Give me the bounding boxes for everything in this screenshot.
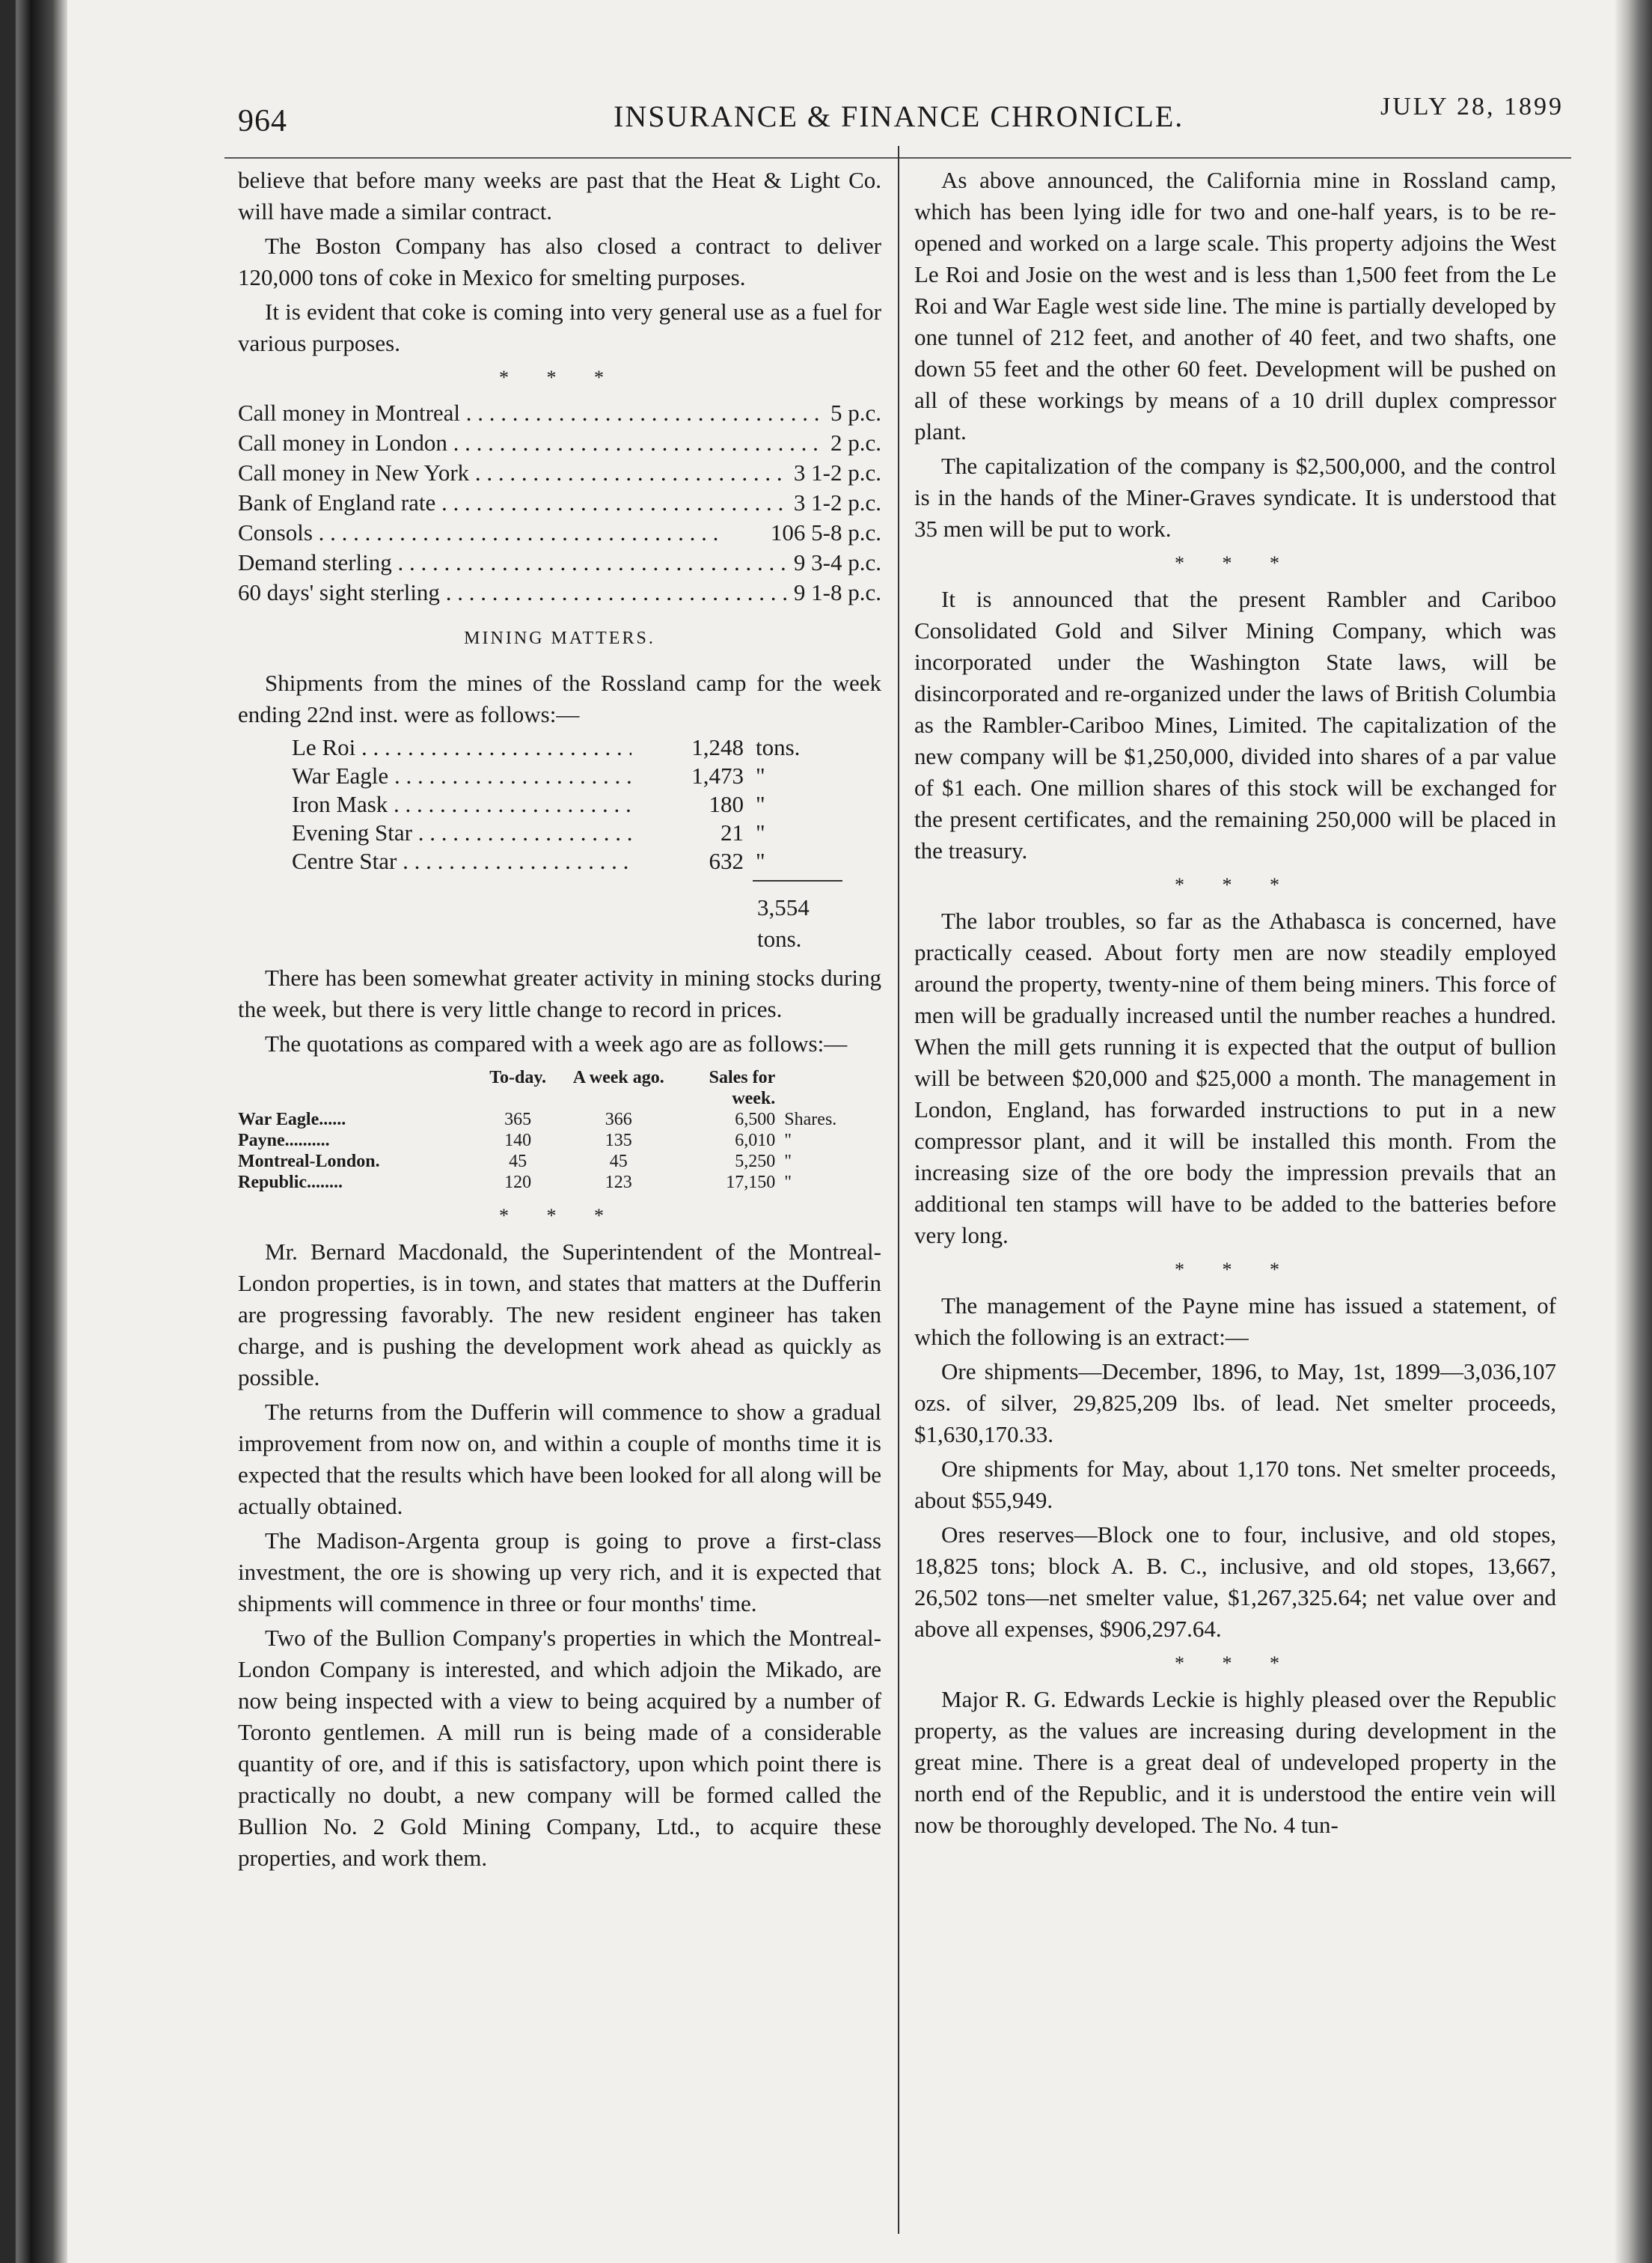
- paragraph: Ore shipments—December, 1896, to May, 1st, 1899—3,036,107 ozs. of silver, 29,825,209 lbs. of lead. Net smelter proceeds, $1,630,170.33.: [914, 1358, 1556, 1447]
- paragraph: The management of the Payne mine has issued a statement, of which the following is an extract:—: [914, 1292, 1556, 1350]
- shipment-row: War Eagle . . . 1,473 ": [292, 762, 830, 790]
- paragraph: The Boston Company has also closed a contract to deliver 120,000 tons of coke in Mexico for smelting purposes.: [238, 233, 881, 290]
- paragraph: Shipments from the mines of the Rossland camp for the week ending 22nd inst. were as follows:—: [238, 670, 881, 727]
- quotation-row: Republic........ 120 123 17,150 ": [238, 1173, 792, 1192]
- paragraph: believe that before many weeks are past that the Heat & Light Co. will have made a similar contract.: [238, 167, 881, 225]
- rate-row: Call money in Montreal . . . 5 p.c.: [238, 398, 881, 428]
- money-rates-table: [238, 398, 881, 608]
- issue-date: JULY 28, 1899: [1380, 93, 1564, 120]
- section-heading: MINING MATTERS.: [464, 629, 655, 648]
- paragraph: The capitalization of the company is $2,500,000, and the control is in the hands of the Miner-Graves syndicate. It is understood that 35 men will be put to work.: [914, 453, 1556, 542]
- paragraph: The labor troubles, so far as the Athabasca is concerned, have practically ceased. About forty men are now steadily employed around the property, twenty-nine of them being miners. This force of men will be gradually increased until the number reaches a hundred. When the mill gets running it is expected that the output of bullion will be between $20,000 and $25,000 a month. The management in London, England, has forwarded instructions to put in a new compressor plant, and it will be installed this month. From the increasing size of the ore body the impression prevails that an additional ten stamps will have to be added to the batteries before very long.: [914, 908, 1556, 1248]
- paragraph: It is announced that the present Rambler and Cariboo Consolidated Gold and Silver Mining Company, which was incorporated under the Washington State laws, will be disincorporated and re-organized under the laws of British Columbia as the Rambler-Cariboo Mines, Limited. The capitalization of the new company will be $1,250,000, divided into shares of a par value of $1 each. One million shares of this stock will be exchanged for the present certificates, and the remaining 250,000 will be placed in the treasury.: [914, 586, 1556, 864]
- shipment-row: Evening Star . . . 21 ": [292, 819, 830, 847]
- column-divider: [898, 146, 899, 2234]
- quotation-row: Montreal-London. 45 45 5,250 ": [238, 1152, 792, 1171]
- rate-row: 60 days' sight sterling . . . 9 1-8 p.c.: [238, 578, 881, 608]
- newspaper-page: [224, 67, 1571, 2238]
- section-separator: * * *: [1175, 1259, 1296, 1280]
- shipments-total: [292, 880, 830, 955]
- rate-row: Bank of England rate . . . 3 1-2 p.c.: [238, 488, 881, 518]
- scan-right-edge: [1615, 0, 1652, 2263]
- quotation-row: Payne.......... 140 135 6,010 ": [238, 1131, 792, 1150]
- page-number: 964: [238, 104, 287, 138]
- paragraph: The returns from the Dufferin will commence to show a gradual improvement from now on, and within a couple of months time it is expected that the results which have been looked for all along will be actually obtained.: [238, 1399, 881, 1519]
- left-column: [238, 165, 881, 1877]
- paragraph: It is evident that coke is coming into very general use as a fuel for various purposes.: [238, 299, 881, 356]
- paragraph: Ore shipments for May, about 1,170 tons. Net smelter proceeds, about $55,949.: [914, 1456, 1556, 1513]
- section-separator: * * *: [1175, 874, 1296, 896]
- section-separator: * * *: [1175, 552, 1296, 574]
- shipment-row: Centre Star . . . 632 ": [292, 847, 830, 876]
- rate-row: Call money in New York . . . 3 1-2 p.c.: [238, 458, 881, 488]
- section-separator: * * *: [499, 1205, 620, 1227]
- scan-binding-edge: [0, 0, 67, 2263]
- section-separator: * * *: [1175, 1652, 1296, 1674]
- shipment-row: Iron Mask . . . 180 ": [292, 790, 830, 819]
- page-header: [224, 82, 1571, 142]
- shipment-row: Le Roi . . . 1,248 tons.: [292, 733, 830, 762]
- rate-row: Call money in London . . . 2 p.c.: [238, 428, 881, 458]
- paragraph: The quotations as compared with a week ago are as follows:—: [265, 1030, 848, 1057]
- publication-title: INSURANCE & FINANCE CHRONICLE.: [614, 100, 1184, 133]
- paragraph: Major R. G. Edwards Leckie is highly pleased over the Republic property, as the values are increasing during development in the great mine. There is a great deal of undeveloped property in the north end of the Republic, and it is understood the entire vein will now be thoroughly developed. The No. 4 tun-: [914, 1686, 1556, 1838]
- total-value: 3,554 tons.: [757, 894, 810, 952]
- shipments-table: [292, 733, 830, 955]
- quotation-row: War Eagle...... 365 366 6,500 Shares.: [238, 1110, 837, 1129]
- paragraph: There has been somewhat greater activity in mining stocks during the week, but there is very little change to record in prices.: [238, 965, 881, 1022]
- right-column: [914, 165, 1556, 1844]
- paragraph: The Madison-Argenta group is going to prove a first-class investment, the ore is showing up very rich, and it is expected that shipments will commence in three or four months' time.: [238, 1527, 881, 1616]
- paragraph: Two of the Bullion Company's properties in which the Montreal-London Company is interested, and which adjoin the Mikado, are now being inspected with a view to being acquired by a number of Toronto gentlemen. A mill run is being made of a considerable quantity of ore, and if this is satisfactory, upon which point there is practically no doubt, a new company will be formed called the Bullion No. 2 Gold Mining Company, Ltd., to acquire these properties, and work them.: [238, 1625, 881, 1871]
- rate-row: Consols . . . 106 5-8 p.c.: [238, 518, 881, 548]
- paragraph: As above announced, the California mine in Rossland camp, which has been lying idle for two and one-half years, is to be re-opened and worked on a large scale. This property adjoins the West Le Roi and Josie on the west and is less than 1,500 feet from the Le Roi and War Eagle west side line. The mine is partially developed by one tunnel of 212 feet, and another of 40 feet, and two shafts, one down 55 feet and the other 60 feet. Development will be pushed on all of these workings by means of a 10 drill duplex compressor plant.: [914, 167, 1556, 445]
- paragraph: Ores reserves—Block one to four, inclusive, and old stopes, 18,825 tons; block A. B. C., inclusive, and old stopes, 13,667, 26,502 tons—net smelter value, $1,267,325.64; net value over and above all expenses, $906,297.64.: [914, 1521, 1556, 1642]
- rate-row: Demand sterling . . . 9 3-4 p.c.: [238, 548, 881, 578]
- paragraph: Mr. Bernard Macdonald, the Superintendent of the Montreal-London properties, is in town, and states that matters at the Dufferin are progressing favorably. The new resident engineer has taken charge, and is pushing the development work ahead as quickly as possible.: [238, 1239, 881, 1390]
- section-separator: * * *: [499, 367, 620, 388]
- total-rule: [753, 880, 842, 892]
- quotations-table: [238, 1067, 881, 1193]
- quotations-header: To-day. A week ago. Sales for week.: [489, 1068, 776, 1108]
